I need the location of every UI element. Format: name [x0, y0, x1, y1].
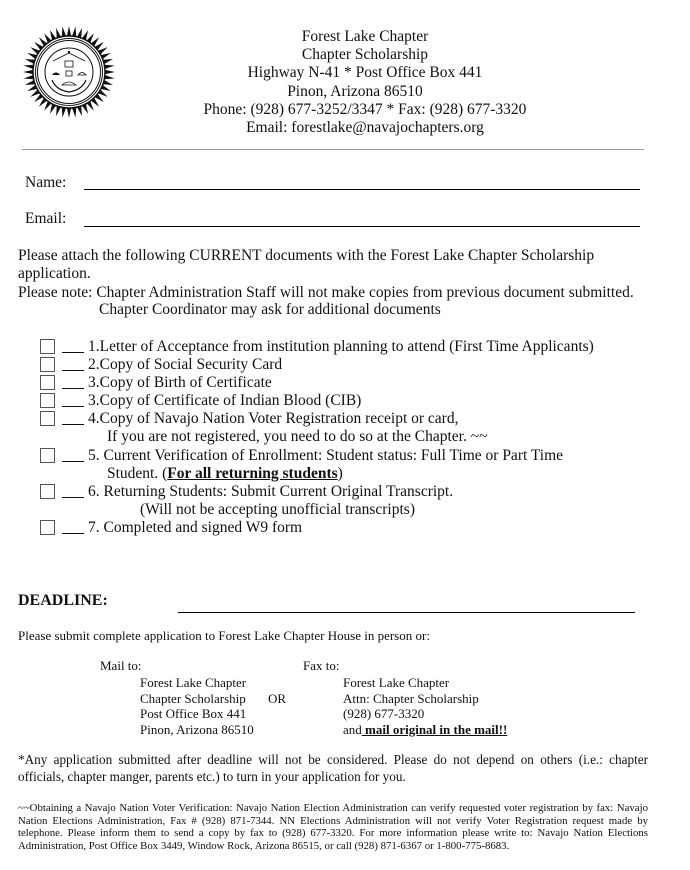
- fax-last-prefix: and: [343, 721, 362, 737]
- fax-to-label: Fax to:: [303, 658, 340, 673]
- navajo-nation-seal: [22, 25, 116, 119]
- mail-line: Pinon, Arizona 86510: [140, 721, 254, 737]
- returning-students-emphasis: For all returning students: [167, 465, 338, 482]
- checkbox-4[interactable]: [40, 393, 55, 408]
- checklist-text: 7. Completed and signed W9 form: [88, 519, 303, 536]
- name-label: Name:: [25, 174, 67, 191]
- instructions-note: Please note: Chapter Administration Staff will not make copies from previous document submitted.: [18, 284, 634, 301]
- checklist-text: 2.Copy of Social Security Card: [88, 356, 283, 373]
- checkbox-2[interactable]: [40, 357, 55, 372]
- mail-line: Post Office Box 441: [140, 706, 247, 721]
- or-label: OR: [268, 691, 287, 706]
- blank-line: [62, 338, 84, 353]
- instructions-note-cont: Chapter Coordinator may ask for additional documents: [99, 301, 441, 318]
- fax-details: [343, 675, 507, 737]
- email-label: Email:: [25, 210, 67, 227]
- cont-prefix: Student. (: [107, 465, 168, 482]
- checklist-text-cont: [107, 465, 343, 483]
- cont-suffix: ): [337, 465, 343, 482]
- blank-line: [62, 519, 84, 534]
- fax-number: (928) 677-3320: [343, 706, 425, 721]
- fax-line: [343, 722, 507, 738]
- checkbox-8[interactable]: [40, 520, 55, 535]
- checklist-text: 3.Copy of Birth of Certificate: [88, 374, 272, 391]
- checkbox-5[interactable]: [40, 411, 55, 426]
- blank-line: [62, 483, 84, 498]
- checklist-text: 1.Letter of Acceptance from institution planning to attend (First Time Applicants): [88, 338, 594, 355]
- header-divider: [22, 149, 644, 150]
- city-state-zip: Pinon, Arizona 86510: [287, 82, 423, 100]
- mail-to-label: Mail to:: [100, 658, 142, 673]
- blank-line: [62, 410, 84, 425]
- checkbox-3[interactable]: [40, 375, 55, 390]
- checklist-text: 5. Current Verification of Enrollment: Student status: Full Time or Part Time: [88, 447, 564, 464]
- fax-line: Forest Lake Chapter: [343, 675, 450, 690]
- checkbox-1[interactable]: [40, 339, 55, 354]
- submission-intro: Please submit complete application to Forest Lake Chapter House in person or:: [18, 628, 430, 643]
- checklist-text: 3.Copy of Certificate of Indian Blood (CIB): [88, 392, 362, 409]
- email-address: Email: forestlake@navajochapters.org: [246, 119, 484, 137]
- mail-address: [140, 675, 254, 737]
- letterhead: [180, 28, 550, 137]
- checklist-text: 4.Copy of Navajo Nation Voter Registration receipt or card,: [88, 410, 459, 427]
- deadline-label: DEADLINE:: [18, 592, 108, 609]
- deadline-field[interactable]: [178, 612, 635, 613]
- mail-line: Chapter Scholarship: [140, 690, 246, 706]
- mail-line: Forest Lake Chapter: [140, 675, 247, 690]
- checkbox-7[interactable]: [40, 484, 55, 499]
- checklist-text-cont: (Will not be accepting unofficial transcripts): [140, 501, 415, 518]
- email-field[interactable]: [84, 226, 640, 227]
- street-address: Highway N-41 * Post Office Box 441: [247, 64, 483, 82]
- instructions-line-1: Please attach the following CURRENT documents with the Forest Lake Chapter Scholarship: [18, 247, 595, 264]
- blank-line: [62, 356, 84, 371]
- blank-line: [62, 392, 84, 407]
- checkbox-6[interactable]: [40, 448, 55, 463]
- blank-line: [62, 374, 84, 389]
- chapter-name: Forest Lake Chapter: [301, 28, 429, 45]
- fax-line: Attn: Chapter Scholarship: [343, 690, 479, 706]
- mail-original-emphasis: mail original in the mail!!: [361, 721, 508, 737]
- instructions-line-2: application.: [18, 265, 91, 282]
- checklist-text-cont: If you are not registered, you need to do so at the Chapter. ~~: [107, 428, 488, 445]
- phone-fax: Phone: (928) 677-3252/3347 * Fax: (928) 677-3320: [203, 100, 527, 118]
- deadline-note: *Any application submitted after deadline will not be considered. Please do not depend on others (i.e.: chapter officials, chapter manger, parents etc.) to turn in your application for you.: [18, 752, 648, 784]
- seal-icon: [22, 25, 116, 119]
- voter-verification-note: ~~Obtaining a Navajo Nation Voter Verification: Navajo Nation Election Administration can verify requested voter registration by fax: Navajo Nation Elections Administration, Fax # (928) 871-7344. NN Elections Administration will not verify Voter Registration request made by telephone. Please inform them to send a copy by fax to (928) 677-3320. For more information please write to: Navajo Nation Elections Administration, Post Office Box 3449, Window Rock, Arizona 86515, or call (928) 871-6367 or 1-800-775-8683.: [18, 802, 648, 853]
- name-field[interactable]: [84, 189, 640, 190]
- blank-line: [62, 447, 84, 462]
- program-name: Chapter Scholarship: [301, 46, 429, 64]
- checklist-text: 6. Returning Students: Submit Current Original Transcript.: [88, 483, 454, 500]
